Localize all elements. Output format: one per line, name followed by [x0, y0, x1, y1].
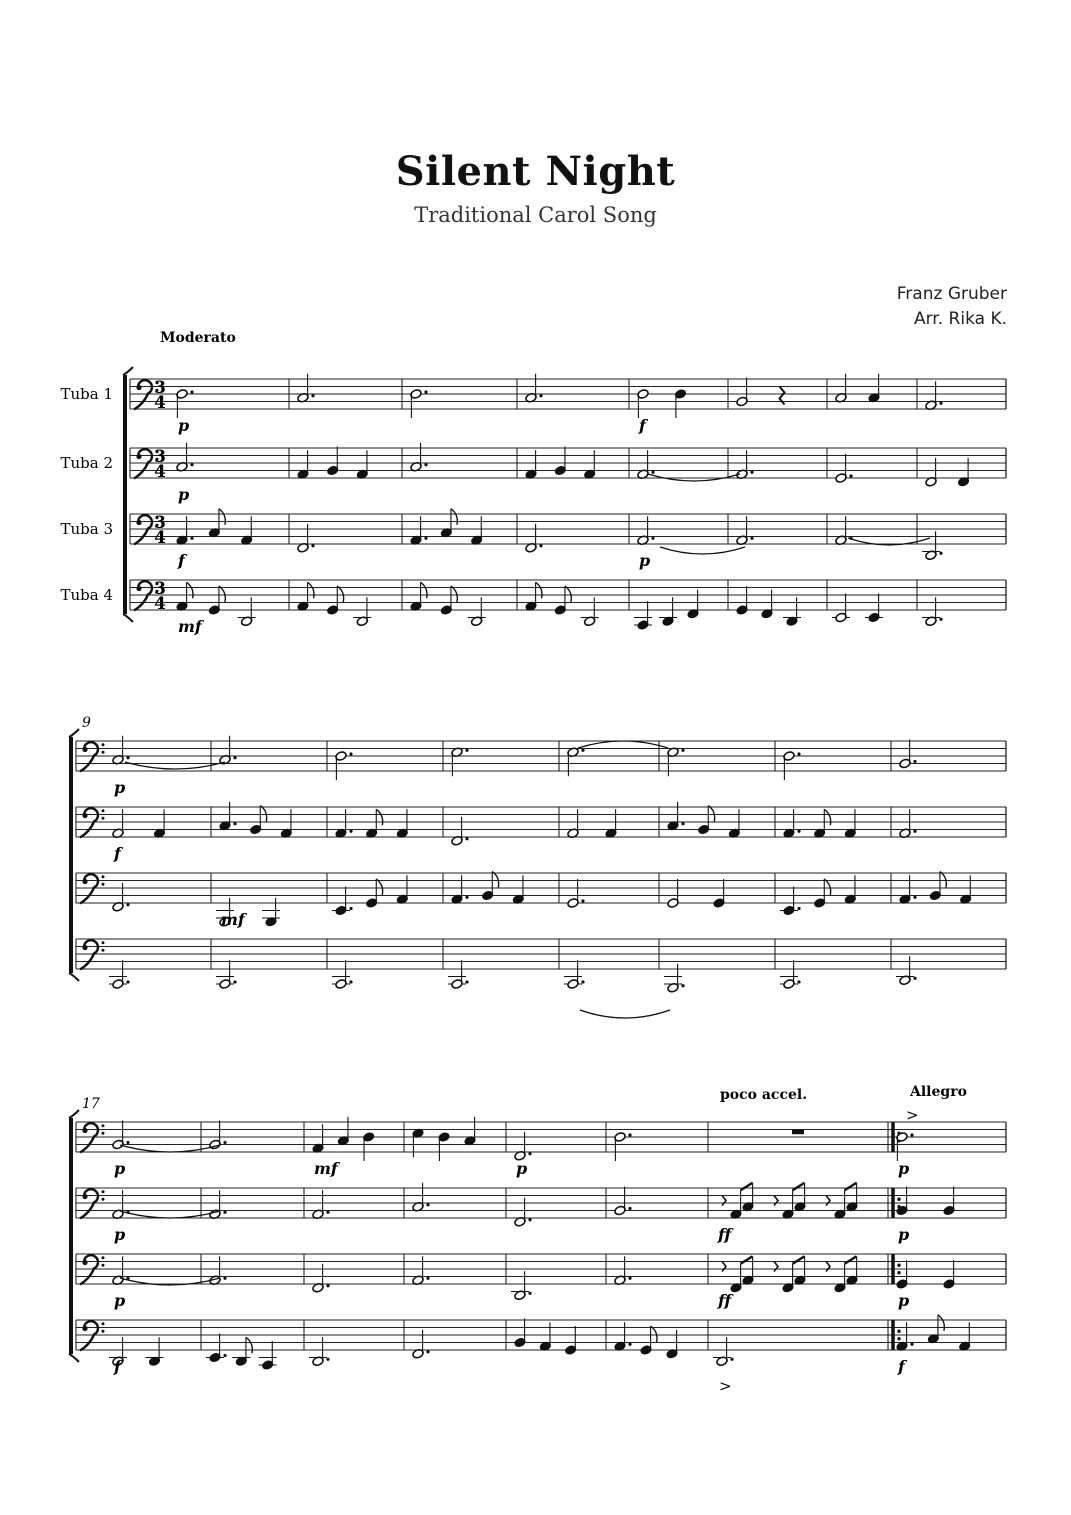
system-3 — [69, 1096, 1006, 1376]
augmentation-dot — [465, 896, 468, 899]
augmentation-dot — [730, 1358, 733, 1361]
staff-1 — [60, 374, 1006, 418]
beam — [793, 1256, 805, 1264]
augmentation-dot — [797, 830, 800, 833]
eighth-rest — [722, 1262, 726, 1272]
dynamic-mf: mf — [221, 910, 245, 929]
bass-clef-dot — [136, 520, 141, 525]
dynamic-p: p — [898, 1225, 910, 1244]
augmentation-dot — [126, 980, 129, 983]
whole-rest — [792, 1130, 804, 1135]
note-flag — [536, 582, 542, 598]
tempo-poco-accel: poco accel. — [720, 1087, 808, 1103]
augmentation-dot — [426, 1203, 429, 1206]
system-2 — [69, 715, 1006, 993]
bass-clef-dot — [102, 949, 105, 952]
augmentation-dot — [349, 752, 352, 755]
dynamic-p: p — [178, 416, 190, 435]
dynamic-ff: ff — [718, 1225, 732, 1244]
bass-clef — [80, 1189, 98, 1218]
augmentation-dot — [465, 749, 468, 752]
dynamic-p: p — [639, 551, 651, 570]
bass-clef — [80, 874, 98, 903]
dynamic-p: p — [114, 1159, 126, 1178]
dynamic-ff: ff — [718, 1291, 732, 1310]
note-flag — [421, 582, 427, 598]
bass-clef — [134, 449, 152, 478]
augmentation-dot — [190, 537, 193, 540]
bass-clef-dot — [136, 586, 141, 591]
bass-clef — [134, 515, 152, 544]
staff-4 — [76, 1315, 1006, 1371]
eighth-rest — [774, 1196, 778, 1206]
dynamic-mf: mf — [314, 1159, 338, 1178]
augmentation-dot — [190, 463, 193, 466]
augmentation-dot — [797, 907, 800, 910]
augmentation-dot — [126, 1141, 129, 1144]
staff-3 — [76, 872, 1006, 928]
bass-clef-dot — [102, 1330, 105, 1333]
slur — [580, 1010, 670, 1018]
augmentation-dot — [910, 1343, 913, 1346]
note-flag — [492, 872, 498, 888]
augmentation-dot — [939, 552, 942, 555]
augmentation-dot — [681, 749, 684, 752]
repeat-dot — [897, 1198, 900, 1201]
beam — [793, 1183, 805, 1191]
dynamic-f: f — [114, 1357, 121, 1376]
slur — [578, 741, 668, 748]
repeat-dot — [897, 1337, 900, 1340]
tempo-moderato: Moderato — [160, 330, 236, 346]
augmentation-dot — [349, 830, 352, 833]
bass-clef-dot — [102, 751, 105, 754]
bracket-top-hook — [69, 729, 79, 737]
note-flag — [938, 1315, 944, 1331]
accent-mark: > — [906, 1106, 919, 1124]
beam — [741, 1256, 753, 1264]
augmentation-dot — [628, 1277, 631, 1280]
time-signature-bottom: 4 — [154, 462, 166, 482]
bracket-bottom-hook — [123, 614, 133, 622]
note-flag — [940, 872, 946, 888]
staff-4 — [60, 579, 1006, 630]
augmentation-dot — [628, 1343, 631, 1346]
repeat-dot — [897, 1264, 900, 1267]
bass-clef — [80, 808, 98, 837]
augmentation-dot — [849, 474, 852, 477]
composer-credit: Franz Gruber — [896, 284, 1007, 304]
augmentation-dot — [539, 394, 542, 397]
augmentation-dot — [223, 1354, 226, 1357]
augmentation-dot — [424, 537, 427, 540]
bass-clef-dot — [102, 1124, 105, 1127]
score-subtitle: Traditional Carol Song — [414, 203, 657, 227]
bass-clef-dot — [102, 883, 105, 886]
augmentation-dot — [797, 980, 800, 983]
augmentation-dot — [528, 1218, 531, 1221]
bass-clef — [134, 380, 152, 409]
system-1 — [60, 367, 1006, 636]
augmentation-dot — [311, 544, 314, 547]
augmentation-dot — [910, 1133, 913, 1136]
augmentation-dot — [913, 830, 916, 833]
note-flag — [376, 809, 382, 825]
staff-3 — [76, 1254, 1006, 1301]
augmentation-dot — [349, 907, 352, 910]
staff-2 — [60, 443, 1006, 487]
tie — [660, 547, 745, 554]
bass-clef-dot — [82, 1194, 87, 1199]
time-signature-top: 3 — [154, 513, 166, 533]
bass-clef-dot — [102, 875, 105, 878]
beam — [741, 1183, 753, 1191]
augmentation-dot — [190, 390, 193, 393]
beam — [845, 1183, 857, 1191]
measure-number: 9 — [82, 715, 91, 731]
dynamic-p: p — [898, 1291, 910, 1310]
bracket-bottom-hook — [69, 1354, 79, 1362]
measure-number: 17 — [82, 1096, 100, 1112]
note-flag — [337, 586, 343, 602]
instrument-label: Tuba 3 — [60, 520, 113, 538]
bass-clef-dot — [82, 747, 87, 752]
eighth-rest — [774, 1262, 778, 1272]
bass-clef-dot — [102, 1322, 105, 1325]
bass-clef-dot — [102, 1132, 105, 1135]
time-signature-bottom: 4 — [154, 528, 166, 548]
bass-clef-dot — [82, 1260, 87, 1265]
augmentation-dot — [628, 1207, 631, 1210]
accent-mark: > — [719, 1377, 732, 1395]
bass-clef — [134, 581, 152, 610]
augmentation-dot — [913, 896, 916, 899]
staff-4 — [76, 939, 1006, 993]
note-flag — [376, 879, 382, 895]
note-flag — [219, 586, 225, 602]
bass-clef — [80, 1321, 98, 1350]
note-flag — [246, 1337, 252, 1353]
augmentation-dot — [233, 980, 236, 983]
tempo-allegro: Allegro — [910, 1084, 967, 1100]
instrument-label: Tuba 2 — [60, 454, 113, 472]
bass-clef-dot — [102, 817, 105, 820]
tie — [120, 1211, 220, 1218]
bass-clef-dot — [102, 941, 105, 944]
augmentation-dot — [126, 903, 129, 906]
dynamic-p: p — [898, 1159, 910, 1178]
tie — [120, 1145, 220, 1152]
dynamic-p: p — [516, 1159, 528, 1178]
augmentation-dot — [223, 1141, 226, 1144]
bass-clef-dot — [102, 743, 105, 746]
augmentation-dot — [424, 463, 427, 466]
augmentation-dot — [326, 1211, 329, 1214]
repeat-dot — [897, 1330, 900, 1333]
time-signature-bottom: 4 — [154, 393, 166, 413]
bass-clef-dot — [102, 1198, 105, 1201]
dynamic-f: f — [114, 844, 121, 863]
augmentation-dot — [681, 822, 684, 825]
augmentation-dot — [426, 1350, 429, 1353]
eighth-rest — [826, 1262, 830, 1272]
augmentation-dot — [681, 984, 684, 987]
bass-clef-dot — [102, 1190, 105, 1193]
staff-1 — [76, 736, 1006, 780]
augmentation-dot — [581, 749, 584, 752]
time-signature-top: 3 — [154, 447, 166, 467]
note-flag — [651, 1326, 657, 1342]
augmentation-dot — [424, 390, 427, 393]
dynamic-f: f — [178, 551, 185, 570]
repeat-dot — [897, 1271, 900, 1274]
dynamic-f: f — [639, 416, 646, 435]
augmentation-dot — [349, 980, 352, 983]
augmentation-dot — [223, 1277, 226, 1280]
augmentation-dot — [750, 537, 753, 540]
augmentation-dot — [939, 618, 942, 621]
augmentation-dot — [539, 544, 542, 547]
time-signature-bottom: 4 — [154, 594, 166, 614]
staff-3 — [60, 509, 1006, 561]
bass-clef-dot — [102, 809, 105, 812]
note-flag — [187, 582, 193, 598]
augmentation-dot — [797, 752, 800, 755]
score-systems — [60, 330, 1006, 1395]
instrument-label: Tuba 4 — [60, 586, 113, 604]
note-flag — [308, 582, 314, 598]
score-title: Silent Night — [395, 148, 676, 195]
bass-clef-dot — [102, 1256, 105, 1259]
augmentation-dot — [581, 899, 584, 902]
dynamic-f: f — [898, 1357, 905, 1376]
augmentation-dot — [426, 1277, 429, 1280]
staff-2 — [76, 802, 1006, 846]
augmentation-dot — [223, 1211, 226, 1214]
augmentation-dot — [628, 1133, 631, 1136]
note-flag — [824, 809, 830, 825]
note-flag — [565, 586, 571, 602]
dynamic-p: p — [114, 1291, 126, 1310]
note-flag — [219, 509, 225, 525]
augmentation-dot — [126, 756, 129, 759]
bass-clef-dot — [102, 1264, 105, 1267]
note-flag — [451, 509, 457, 525]
time-signature-top: 3 — [154, 378, 166, 398]
note-flag — [708, 806, 714, 822]
augmentation-dot — [233, 756, 236, 759]
augmentation-dot — [651, 471, 654, 474]
augmentation-dot — [651, 537, 654, 540]
augmentation-dot — [581, 980, 584, 983]
augmentation-dot — [913, 977, 916, 980]
augmentation-dot — [311, 394, 314, 397]
bracket-bottom-hook — [69, 973, 79, 981]
bass-clef-dot — [82, 1326, 87, 1331]
note-flag — [260, 806, 266, 822]
staff-2 — [76, 1183, 1006, 1227]
augmentation-dot — [465, 980, 468, 983]
augmentation-dot — [528, 1152, 531, 1155]
augmentation-dot — [528, 1292, 531, 1295]
bass-clef — [80, 742, 98, 771]
augmentation-dot — [750, 471, 753, 474]
bracket-top-hook — [69, 1110, 79, 1118]
bass-clef-dot — [82, 945, 87, 950]
bracket-top-hook — [123, 367, 133, 375]
augmentation-dot — [939, 402, 942, 405]
augmentation-dot — [326, 1284, 329, 1287]
bass-clef-dot — [82, 879, 87, 884]
dynamic-p: p — [114, 778, 126, 797]
bass-clef-dot — [82, 1128, 87, 1133]
note-flag — [824, 879, 830, 895]
dynamic-p: p — [114, 1225, 126, 1244]
augmentation-dot — [465, 837, 468, 840]
bass-clef-dot — [82, 813, 87, 818]
augmentation-dot — [913, 760, 916, 763]
augmentation-dot — [326, 1358, 329, 1361]
dynamic-mf: mf — [178, 617, 202, 636]
bass-clef-dot — [136, 385, 141, 390]
eighth-rest — [722, 1196, 726, 1206]
bass-clef — [80, 1255, 98, 1284]
time-signature-top: 3 — [154, 579, 166, 599]
beam — [845, 1256, 857, 1264]
bass-clef-dot — [136, 454, 141, 459]
bass-clef — [80, 1123, 98, 1152]
augmentation-dot — [233, 822, 236, 825]
staff-1 — [76, 1117, 1006, 1161]
instrument-label: Tuba 1 — [60, 385, 113, 403]
eighth-rest — [826, 1196, 830, 1206]
dynamic-p: p — [178, 485, 190, 504]
note-flag — [451, 586, 457, 602]
bass-clef — [80, 940, 98, 969]
arranger-credit: Arr. Rika K. — [913, 309, 1007, 329]
